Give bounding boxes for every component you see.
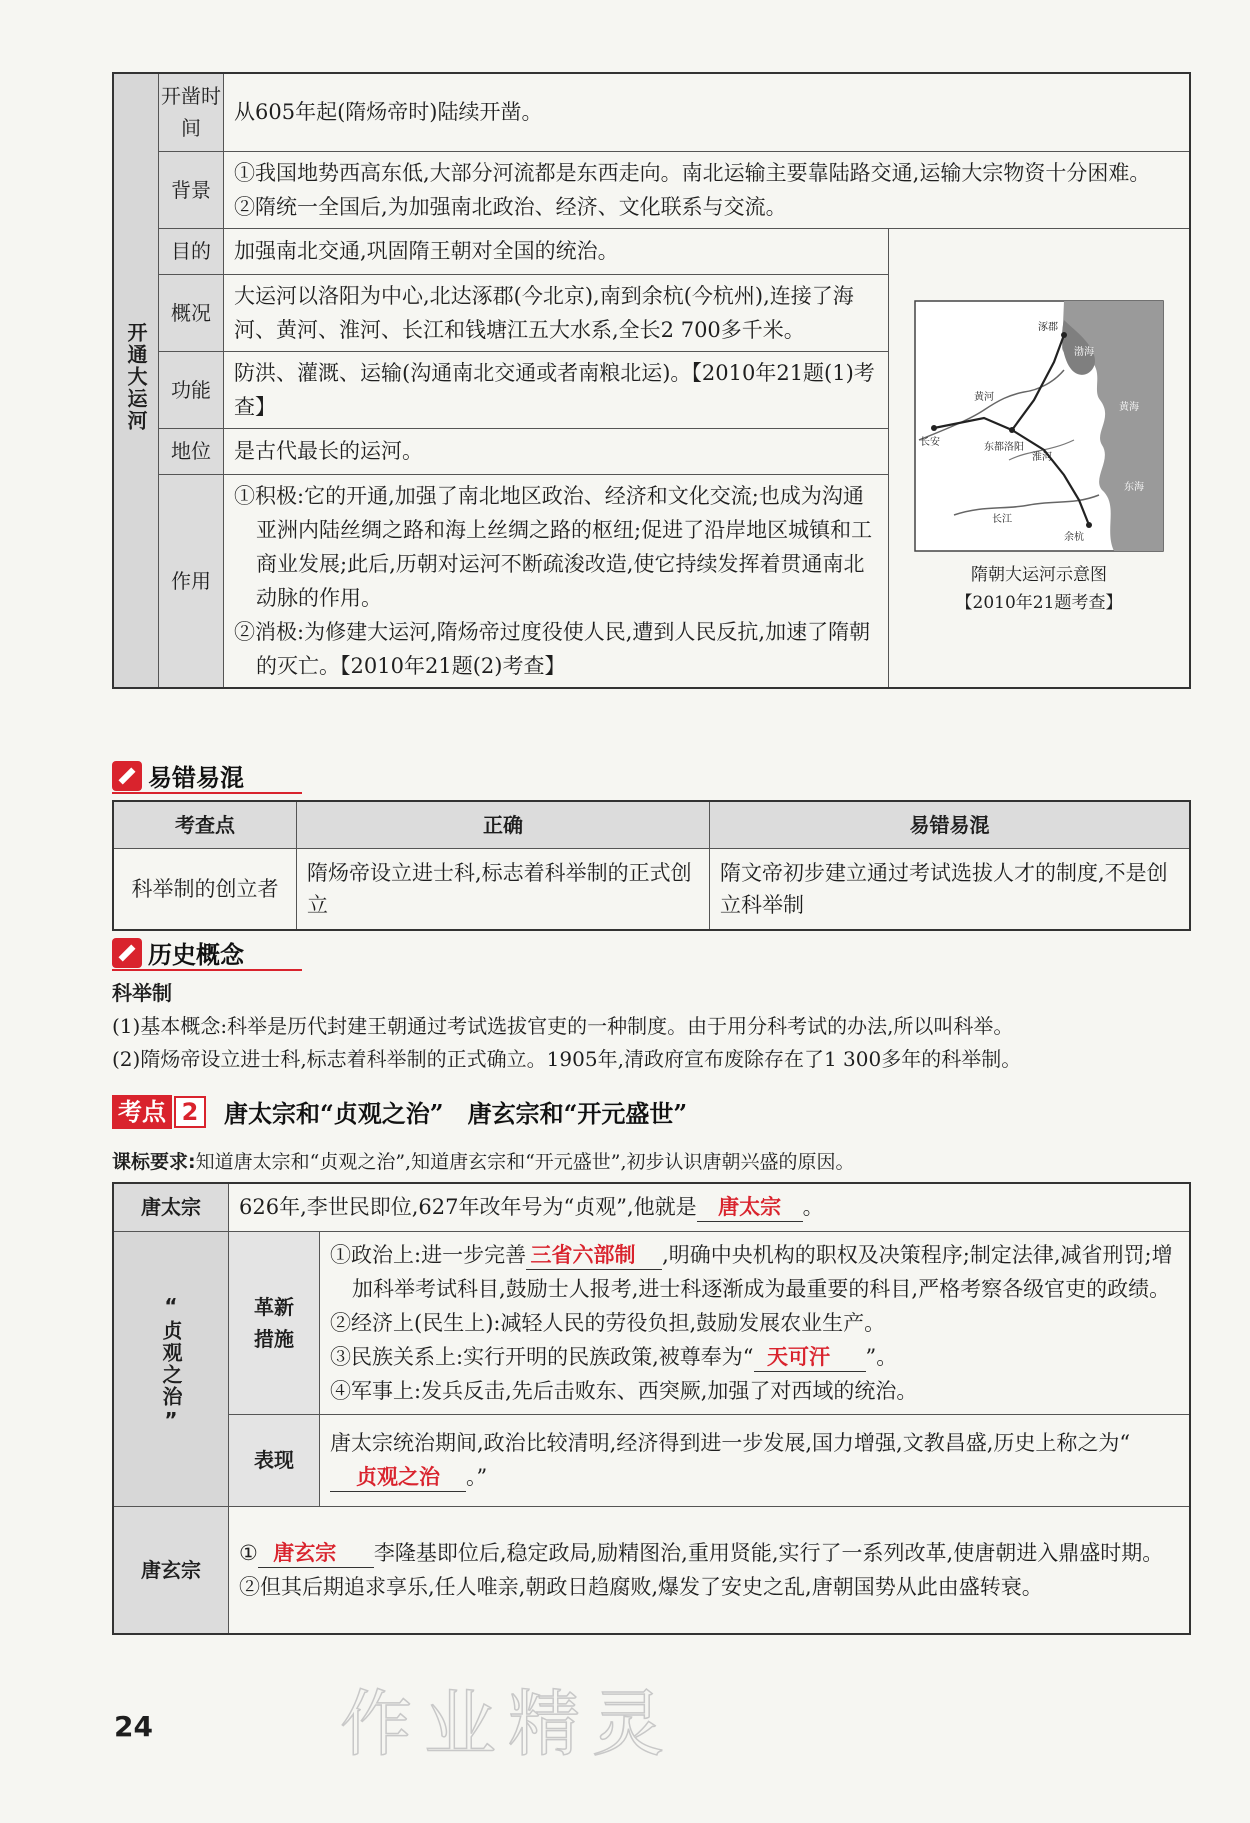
row-label: 概况 bbox=[159, 274, 224, 351]
row-content: 防洪、灌溉、运输(沟通南北交通或者南粮北运)。【2010年21题(1)考查】 bbox=[224, 351, 889, 428]
row-label: 功能 bbox=[159, 351, 224, 428]
col-header: 正确 bbox=[297, 801, 710, 849]
row-label: 目的 bbox=[159, 228, 224, 274]
city-dot bbox=[1061, 332, 1067, 338]
row-label: 唐太宗 bbox=[113, 1183, 229, 1231]
zhenguan-sidebar: “贞观之治” bbox=[113, 1231, 229, 1506]
map-label: 淮河 bbox=[1032, 451, 1052, 463]
row-content: ①积极:它的开通,加强了南北地区政治、经济和文化交流;也成为沟通亚洲内陆丝绸之路和海上丝绸之路的枢纽;促进了沿岸地区城镇和工商业发展;此后,历朝对运河不断疏浚改造,使它持续发挥着贯通南北动脉的作用。 ②消极:为修建大运河,隋炀帝过度役使人民,遭到人民反抗,加速了隋朝的灭亡。【2010年21题(2)考查】 bbox=[224, 474, 889, 688]
row-content: 626年,李世民即位,627年改年号为“贞观”,他就是 唐太宗 。 bbox=[229, 1183, 1191, 1231]
cell: 隋炀帝设立进士科,标志着科举制的正式创立 bbox=[297, 849, 710, 931]
city-dot bbox=[1086, 522, 1092, 528]
concept-heading: 历史概念 bbox=[112, 935, 244, 969]
answer-blank: 唐太宗 bbox=[697, 1193, 803, 1222]
map-label: 涿郡 bbox=[1038, 321, 1058, 333]
cell: 隋文帝初步建立通过考试选拔人才的制度,不是创立科举制 bbox=[710, 849, 1191, 931]
tang-table bbox=[112, 1182, 1191, 1635]
map-label: 长安 bbox=[920, 436, 940, 448]
canal-table bbox=[112, 72, 1191, 689]
concept-p2: (2)隋炀帝设立进士科,标志着科举制的正式确立。1905年,清政府宣布废除存在了1 300多年的科举制。 bbox=[112, 1047, 1022, 1071]
row-content: 是古代最长的运河。 bbox=[224, 428, 889, 474]
city-dot bbox=[931, 425, 937, 431]
watermark: 作业精灵 bbox=[340, 1682, 677, 1766]
row-label: 唐玄宗 bbox=[113, 1506, 229, 1634]
row-content: ①政治上:进一步完善 三省六部制 ,明确中央机构的职权及决策程序;制定法律,减省刑罚;增加科举考试科目,鼓励士人报考,进士科逐渐成为最重要的科目,严格考察各级官吏的政绩。 ②经济上(民生上):减轻人民的劳役负担,鼓励发展农业生产。 ③民族关系上:实行开明的民族政策,被尊奉为“ 天可汗 ”。 ④军事上:发兵反击,先后击败东、西突厥,加强了对西域的统治。 bbox=[320, 1231, 1191, 1414]
row-label: 背景 bbox=[159, 151, 224, 228]
map-label: 黄海 bbox=[1119, 401, 1139, 413]
map-note: 【2010年21题考查】 bbox=[955, 592, 1123, 613]
row-label: 开凿时间 bbox=[159, 73, 224, 151]
map-caption: 隋朝大运河示意图 bbox=[971, 564, 1107, 585]
row-content: 加强南北交通,巩固隋王朝对全国的统治。 bbox=[224, 228, 889, 274]
col-header: 易错易混 bbox=[710, 801, 1191, 849]
cell: 科举制的创立者 bbox=[113, 849, 297, 931]
concept-term: 科举制 bbox=[112, 981, 172, 1005]
row-content: 唐太宗统治期间,政治比较清明,经济得到进一步发展,国力增强,文教昌盛,历史上称之为“贞观之治 。” bbox=[320, 1414, 1191, 1506]
row-label: 革新措施 bbox=[229, 1231, 320, 1414]
page-number: 24 bbox=[114, 1710, 153, 1743]
kaodian-title: 唐太宗和“贞观之治” 唐玄宗和“开元盛世” bbox=[224, 1099, 688, 1128]
pencil-icon bbox=[112, 938, 142, 968]
map-label: 黄河 bbox=[974, 391, 994, 403]
row-label: 作用 bbox=[159, 474, 224, 688]
grand-canal-map bbox=[914, 300, 1164, 552]
map-label: 长江 bbox=[992, 513, 1012, 525]
concept-p1: (1)基本概念:科举是历代封建王朝通过考试选拔官吏的一种制度。由于用分科考试的办法,所以叫科举。 bbox=[112, 1014, 1014, 1038]
map-cell bbox=[889, 228, 1191, 688]
curriculum-requirement: 课标要求:知道唐太宗和“贞观之治”,知道唐玄宗和“开元盛世”,初步认识唐朝兴盛的原因。 bbox=[112, 1151, 855, 1173]
col-header: 考查点 bbox=[113, 801, 297, 849]
pencil-icon bbox=[112, 761, 142, 791]
answer-blank: 天可汗 bbox=[754, 1343, 866, 1372]
row-label: 表现 bbox=[229, 1414, 320, 1506]
city-dot bbox=[1009, 427, 1015, 433]
canal-sidebar: 开通大运河 bbox=[113, 73, 159, 688]
kaodian-number: 2 bbox=[174, 1096, 206, 1128]
kaodian-badge: 考点 bbox=[112, 1095, 172, 1129]
answer-blank: 三省六部制 bbox=[526, 1241, 662, 1270]
row-content: 从605年起(隋炀帝时)陆续开凿。 bbox=[224, 73, 1191, 151]
answer-blank: 贞观之治 bbox=[330, 1463, 466, 1492]
confusion-heading: 易错易混 bbox=[112, 758, 244, 792]
row-content: ① 唐玄宗 李隆基即位后,稳定政局,励精图治,重用贤能,实行了一系列改革,使唐朝进入鼎盛时期。 ②但其后期追求享乐,任人唯亲,朝政日趋腐败,爆发了安史之乱,唐朝国势从此由盛转衰。 bbox=[229, 1506, 1191, 1634]
row-label: 地位 bbox=[159, 428, 224, 474]
row-content: 大运河以洛阳为中心,北达涿郡(今北京),南到余杭(今杭州),连接了海河、黄河、淮河、长江和钱塘江五大水系,全长2 700多千米。 bbox=[224, 274, 889, 351]
row-content: ①我国地势西高东低,大部分河流都是东西走向。南北运输主要靠陆路交通,运输大宗物资十分困难。 ②隋统一全国后,为加强南北政治、经济、文化联系与交流。 bbox=[224, 151, 1191, 228]
map-label: 东都洛阳 bbox=[984, 441, 1024, 453]
map-label: 东海 bbox=[1124, 481, 1144, 493]
confusion-table bbox=[112, 800, 1191, 931]
map-label: 渤海 bbox=[1074, 346, 1094, 358]
answer-blank: 唐玄宗 bbox=[258, 1539, 374, 1568]
kaodian-heading bbox=[112, 1094, 687, 1130]
map-label: 余杭 bbox=[1064, 531, 1084, 543]
